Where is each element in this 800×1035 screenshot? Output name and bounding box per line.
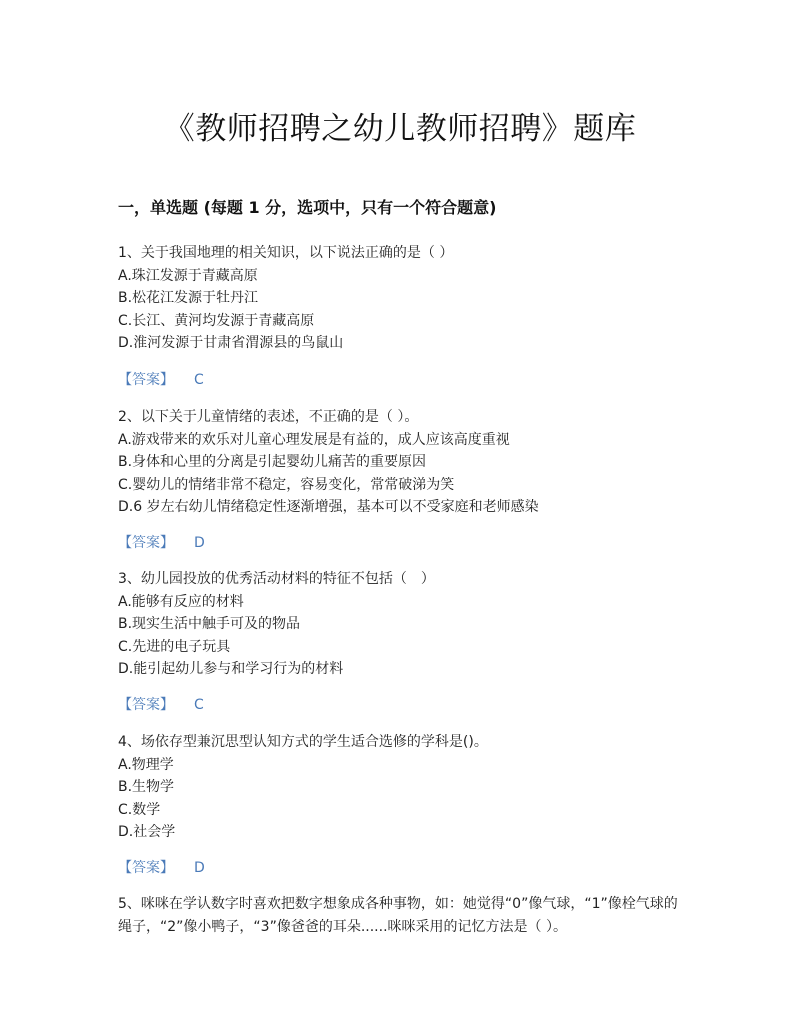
section-heading: 一，单选题 (每题 1 分，选项中，只有一个符合题意): [118, 198, 497, 217]
option-c: C.数学: [118, 801, 161, 818]
answer-label: 【答案】: [118, 535, 174, 551]
answer-value: C: [194, 372, 204, 388]
answer-value: D: [194, 535, 205, 551]
question-stem: 4、场依存型兼沉思型认知方式的学生适合选修的学科是()。: [118, 734, 488, 750]
answer-line: [118, 532, 205, 554]
option-list: [118, 754, 688, 844]
option-c: C.先进的电子玩具: [118, 638, 231, 655]
answer-line: [118, 857, 205, 879]
question-stem: 5、咪咪在学认数字时喜欢把数字想象成各种事物，如：她觉得“0”像气球，“1”像栓气球的绳子，“2”像小鸭子，“3”像爸爸的耳朵......咪咪采用的记忆方法是（ ）。: [118, 896, 678, 935]
answer-label: 【答案】: [118, 860, 174, 876]
option-d: D.能引起幼儿参与和学习行为的材料: [118, 661, 344, 677]
question-1: [118, 242, 688, 355]
option-d: D.社会学: [118, 824, 176, 840]
option-b: B.现实生活中触手可及的物品: [118, 616, 301, 632]
question-stem: 1、关于我国地理的相关知识，以下说法正确的是（ ）: [118, 245, 454, 261]
option-b: B.身体和心里的分离是引起婴幼儿痛苦的重要原因: [118, 454, 427, 470]
question-5: [118, 893, 688, 938]
answer-value: C: [194, 697, 204, 713]
answer-line: [118, 369, 204, 391]
option-list: [118, 265, 688, 355]
option-a: A.能够有反应的材料: [118, 593, 244, 610]
question-2: [118, 406, 688, 519]
option-a: A.珠江发源于青藏高原: [118, 267, 258, 284]
option-a: A.物理学: [118, 756, 174, 773]
option-b: B.生物学: [118, 779, 175, 795]
document-title: 《教师招聘之幼儿教师招聘》题库: [163, 111, 637, 147]
option-list: [118, 591, 688, 681]
option-list: [118, 429, 688, 519]
option-c: C.婴幼儿的情绪非常不稳定，容易变化，常常破涕为笑: [118, 476, 455, 493]
option-b: B.松花江发源于牡丹江: [118, 290, 259, 306]
question-stem: 2、以下关于儿童情绪的表述，不正确的是（ ）。: [118, 409, 419, 425]
answer-value: D: [194, 860, 205, 876]
answer-line: [118, 694, 204, 716]
option-d: D.淮河发源于甘肃省渭源县的鸟鼠山: [118, 335, 344, 351]
option-a: A.游戏带来的欢乐对儿童心理发展是有益的，成人应该高度重视: [118, 431, 510, 448]
question-3: [118, 568, 688, 681]
option-c: C.长江、黄河均发源于青藏高原: [118, 312, 315, 329]
answer-label: 【答案】: [118, 697, 174, 713]
option-d: D.6 岁左右幼儿情绪稳定性逐渐增强，基本可以不受家庭和老师感染: [118, 499, 539, 515]
answer-label: 【答案】: [118, 372, 174, 388]
question-4: [118, 731, 688, 844]
question-stem: 3、幼儿园投放的优秀活动材料的特征不包括（ ）: [118, 571, 435, 587]
